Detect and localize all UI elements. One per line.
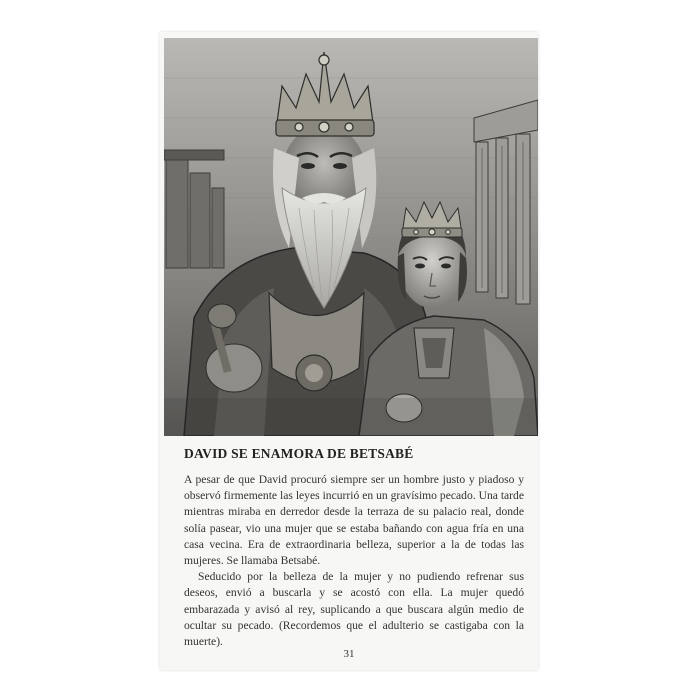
king-hand (206, 344, 262, 392)
body-paragraph: A pesar de que David procuró siempre ser un hombre justo y piadoso y observó firmemente las leyes incurrió en un gravísimo pecado. Una tarde mientras miraba en derredor desde la terraza de su palacio real, donde solía pasear, vio una mujer que se estaba bañando con agua fría en una casa vecina. Era de extraordinaria belleza, superior a la de todas las mujeres. Se llamaba Betsabé. (184, 473, 524, 568)
book-page (160, 32, 538, 670)
page-number: 31 (343, 648, 355, 660)
chapter-title: DAVID SE ENAMORA DE BETSABÉ (184, 446, 414, 461)
right-temple (474, 100, 538, 304)
body-paragraph: Seducido por la belleza de la mujer y no pudiendo refrenar sus deseos, envió a buscarla y se acostó con ella. La mujer quedó embarazada y avisó al rey, suplicando a que buscara algún medio de ocultar su pecado. (Recordemos que el adulterio se castigaba con la muerte). (184, 570, 524, 649)
chapter-body (184, 472, 524, 650)
chapter-illustration (164, 38, 538, 436)
